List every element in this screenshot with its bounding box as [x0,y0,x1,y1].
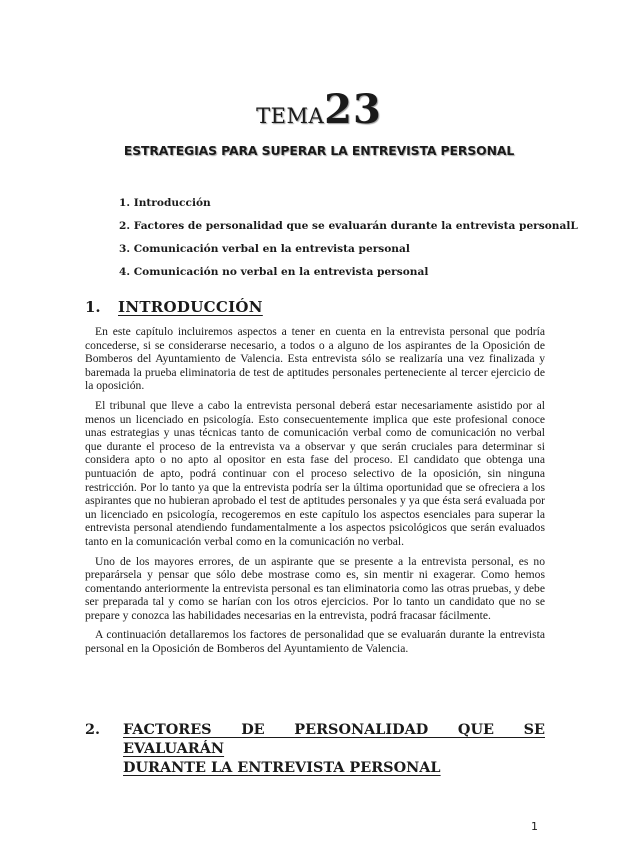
section-number: 2. [85,721,101,738]
chapter-subtitle: ESTRATEGIAS PARA SUPERAR LA ENTREVISTA PERSONAL [123,143,515,158]
section-number: 1. [85,298,101,316]
table-of-contents [119,196,578,288]
chapter-title [0,86,638,133]
page-number: 1 [531,820,538,833]
section-1-body [85,325,545,662]
paragraph: A continuación detallaremos los factores de personalidad que se evaluarán durante la entrevista personal en la Oposición de Bomberos del Ayuntamiento de Valencia. [85,628,545,656]
paragraph: En este capítulo incluiremos aspectos a tener en cuenta en la entrevista personal que podría concederse, si se considerarse necesario, a todos o a alguno de los aspirantes de la Oposición de Bomberos del Ayuntamiento de Valencia. Esta entrevista sólo se realizaría una vez finalizada y baremada la prueba eliminatoria de test de aptitudes personales perteneciente al tercer ejercicio de la oposición. [85,325,545,393]
section-title-line-1: FACTORES DE PERSONALIDAD QUE SE EVALUARÁN [123,721,545,757]
section-title: INTRODUCCIÓN [118,298,263,316]
chapter-title-word: TEMA [256,104,325,128]
toc-item: 2. Factores de personalidad que se evaluarán durante la entrevista personalL [119,220,578,232]
section-heading-1 [85,298,263,316]
paragraph: El tribunal que lleve a cabo la entrevista personal deberá estar necesariamente asistido por al menos un licenciado en psicología. Esto consecuentemente implica que este profesional conoce unas estrategias y unas técnicas tanto de comunicación verbal como de comunicación no verbal que durante el proceso de la entrevista va a observar y que serán cruciales para determinar si considera apto o no apto al opositor en esta fase del proceso. El candidato que obtenga una puntuación de apto, podrá continuar con el proceso selectivo de la oposición, sin ninguna restricción. Por lo tanto ya que la entrevista podría ser la última oportunidad que se ofreciera a los aspirantes que no hubieran aprobado el test de aptitudes personales y ya que ésta será evaluada por un licenciado en psicología, recogeremos en este capítulo los aspectos esenciales para superar la entrevista personal atendiendo fundamentalmente a los aspectos psicológicos que serán evaluados tanto en la comunicación verbal como en la comunicación no verbal. [85,398,545,548]
toc-item: 4. Comunicación no verbal en la entrevista personal [119,266,429,278]
section-title-line-2: DURANTE LA ENTREVISTA PERSONAL [123,759,441,776]
toc-item: 3. Comunicación verbal en la entrevista personal [119,243,410,255]
chapter-title-number: 23 [324,86,382,133]
paragraph: Uno de los mayores errores, de un aspirante que se presente a la entrevista personal, es no preparársela y pensar que sólo debe mostrase como es, sin mentir ni exagerar. Como hemos comentando anteriormente la entrevista personal es tan eliminatoria como las otras pruebas, y debe ser preparada tal y como se harían con los otros ejercicios. Por lo tanto un candidato que no se prepare y conozca las habilidades necesarias en la entrevista, podrá fracasar fácilmente. [85,554,545,622]
section-heading-2 [85,720,545,777]
toc-item: 1. Introducción [119,197,211,209]
